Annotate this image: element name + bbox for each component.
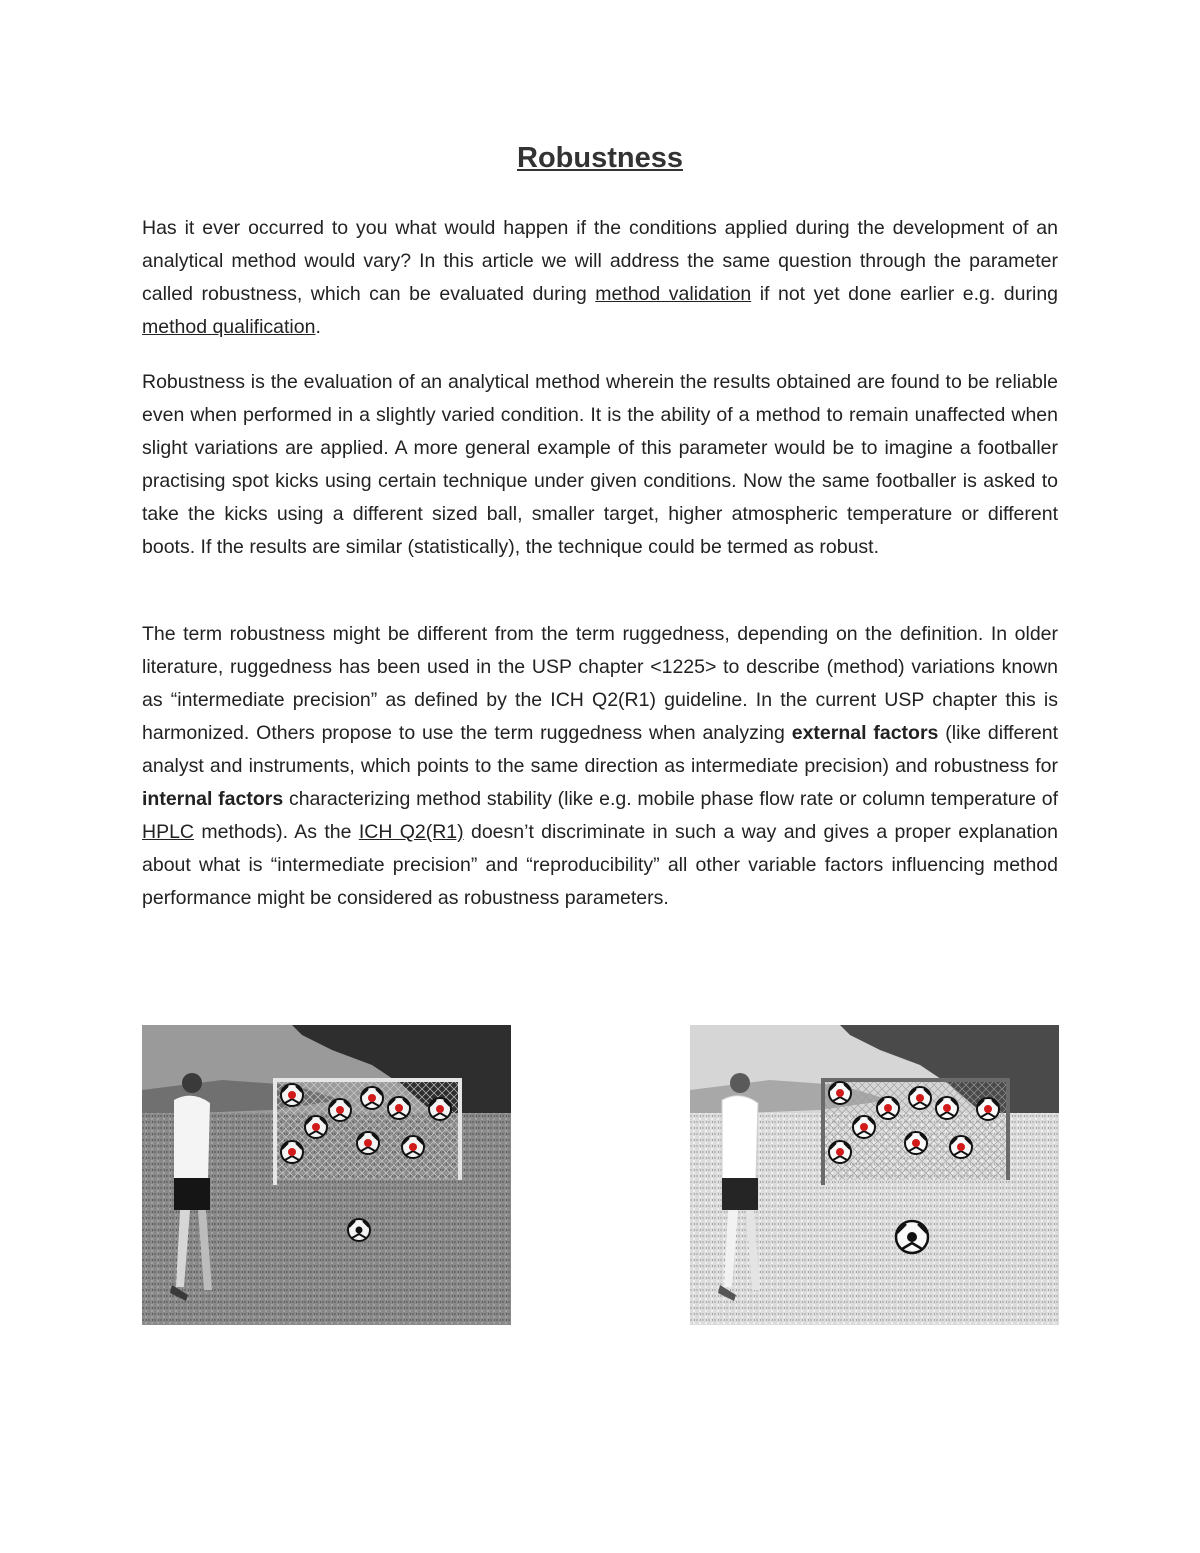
paragraph-ruggedness-text-a: The term robustness might be different from the term ruggedness, depending on the definition. In older literature, ruggedness has been used in the USP chapter <1225> to describe (method) variations known as “intermediate precision” as defined by the ICH Q2(R1) guideline. In the current USP chapter this is harmonized. Others propose to use the term ruggedness when analyzing bbox=[142, 623, 1058, 744]
paragraph-ruggedness bbox=[142, 618, 1058, 915]
paragraph-ruggedness-text-e: doesn’t discriminate in such a way and gives a proper explanation about what is “intermediate precision” and “reproducibility” all other variable factors influencing method performance might be considered as robustness parameters. bbox=[142, 821, 1058, 909]
link-ich-q2r1[interactable]: ICH Q2(R1) bbox=[358, 821, 464, 843]
paragraph-intro-text-b: if not yet done earlier e.g. during bbox=[751, 283, 1059, 305]
link-hplc[interactable]: HPLC bbox=[142, 821, 195, 843]
figure-footballer-varied bbox=[690, 1025, 1059, 1325]
paragraph-ruggedness-text-d: methods). As the bbox=[194, 821, 359, 843]
paragraph-ruggedness-text-c: characterizing method stability (like e.g. mobile phase flow rate or column temperature of bbox=[283, 788, 1058, 810]
paragraph-intro bbox=[142, 212, 1058, 344]
paragraph-ruggedness-text-b: (like different analyst and instruments, which points to the same direction as intermediate precision) and robustness for bbox=[142, 722, 1059, 777]
figure-footballer-normal bbox=[142, 1025, 511, 1325]
footballer-goal-targets-photo bbox=[142, 1025, 511, 1325]
kick-ball bbox=[896, 1221, 928, 1253]
term-external-factors: external factors bbox=[791, 722, 939, 744]
link-method-qualification[interactable]: method qualification bbox=[142, 316, 316, 338]
footballer-goal-targets-photo bbox=[690, 1025, 1059, 1325]
term-internal-factors: internal factors bbox=[142, 788, 284, 810]
paragraph-intro-text-a: Has it ever occurred to you what would happen if the conditions applied during the development of an analytical method would vary? In this article we will address the same question through the parameter called robustness, which can be evaluated during bbox=[142, 217, 1058, 305]
paragraph-definition: Robustness is the evaluation of an analytical method wherein the results obtained are found to be reliable even when performed in a slightly varied condition. It is the ability of a method to remain unaffected when slight variations are applied. A more general example of this parameter would be to imagine a footballer practising spot kicks using certain technique under given conditions. Now the same footballer is asked to take the kicks using a different sized ball, smaller target, higher atmospheric temperature or different boots. If the results are similar (statistically), the technique could be termed as robust. bbox=[142, 371, 1058, 558]
kick-ball bbox=[348, 1219, 370, 1241]
paragraph-intro-text-c: . bbox=[315, 316, 321, 338]
link-method-validation[interactable]: method validation bbox=[595, 283, 752, 305]
page-title: Robustness bbox=[517, 142, 683, 174]
